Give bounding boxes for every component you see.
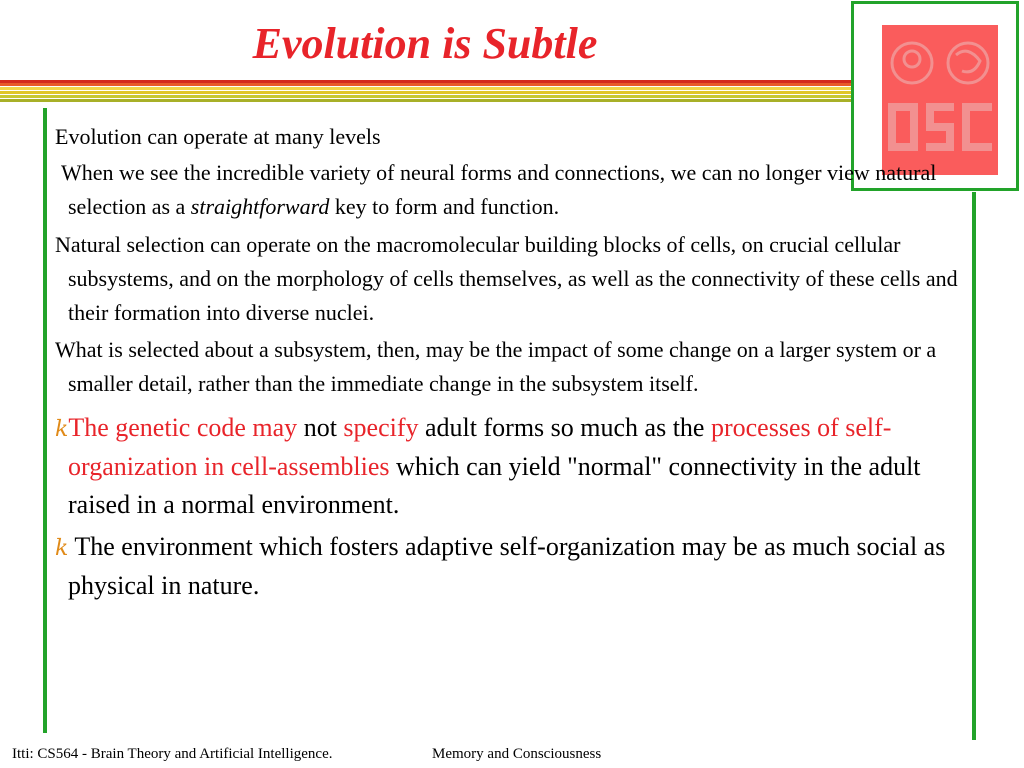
body-paragraph: Natural selection can operate on the macromolecular building blocks of cells, on crucial cellular subsystems, and on the morphology of cells themselves, as well as the connectivity of these cells and their formation into diverse nuclei. [55,232,958,325]
emphasis-text: straightforward [190,194,330,219]
left-green-rule [43,108,47,733]
body-paragraph: Evolution can operate at many levels [55,124,381,149]
bullet-paragraph [55,528,970,605]
highlight-text: The genetic code may [68,413,298,442]
body-text: key to form and function. [329,194,560,219]
footer-course: Itti: CS564 - Brain Theory and Artificial Intelligence. [12,746,333,762]
footer-topic: Memory and Consciousness [432,746,602,762]
body-text: not [297,413,344,442]
body-paragraph [55,156,970,224]
bullet-paragraph [55,409,970,524]
right-green-rule [972,192,976,740]
body-paragraph: What is selected about a subsystem, then, may be the impact of some change on a larger system or a smaller detail, rather than the immediate change in the subsystem itself. [55,337,937,396]
highlight-text: specify [343,413,419,442]
body-text: adult forms so much as the [418,413,711,442]
header-stripes [0,80,860,104]
body-text: which can yield "normal" connectivity in the adult raised in a normal environment. [68,452,921,519]
body-text: When we see the incredible variety of neural forms and connections, we can no longer view natural selection as a [61,160,937,219]
ornament-bullet-icon: 𝑘 [55,416,69,441]
highlight-text: processes of self-organization in cell-assemblies [68,413,892,481]
slide-title: Evolution is Subtle [252,19,598,68]
ornament-bullet-icon: 𝑘 [55,535,69,560]
body-text: The environment which fosters adaptive self-organization may be as much social as physical in nature. [68,532,946,600]
slide-body [55,120,970,605]
